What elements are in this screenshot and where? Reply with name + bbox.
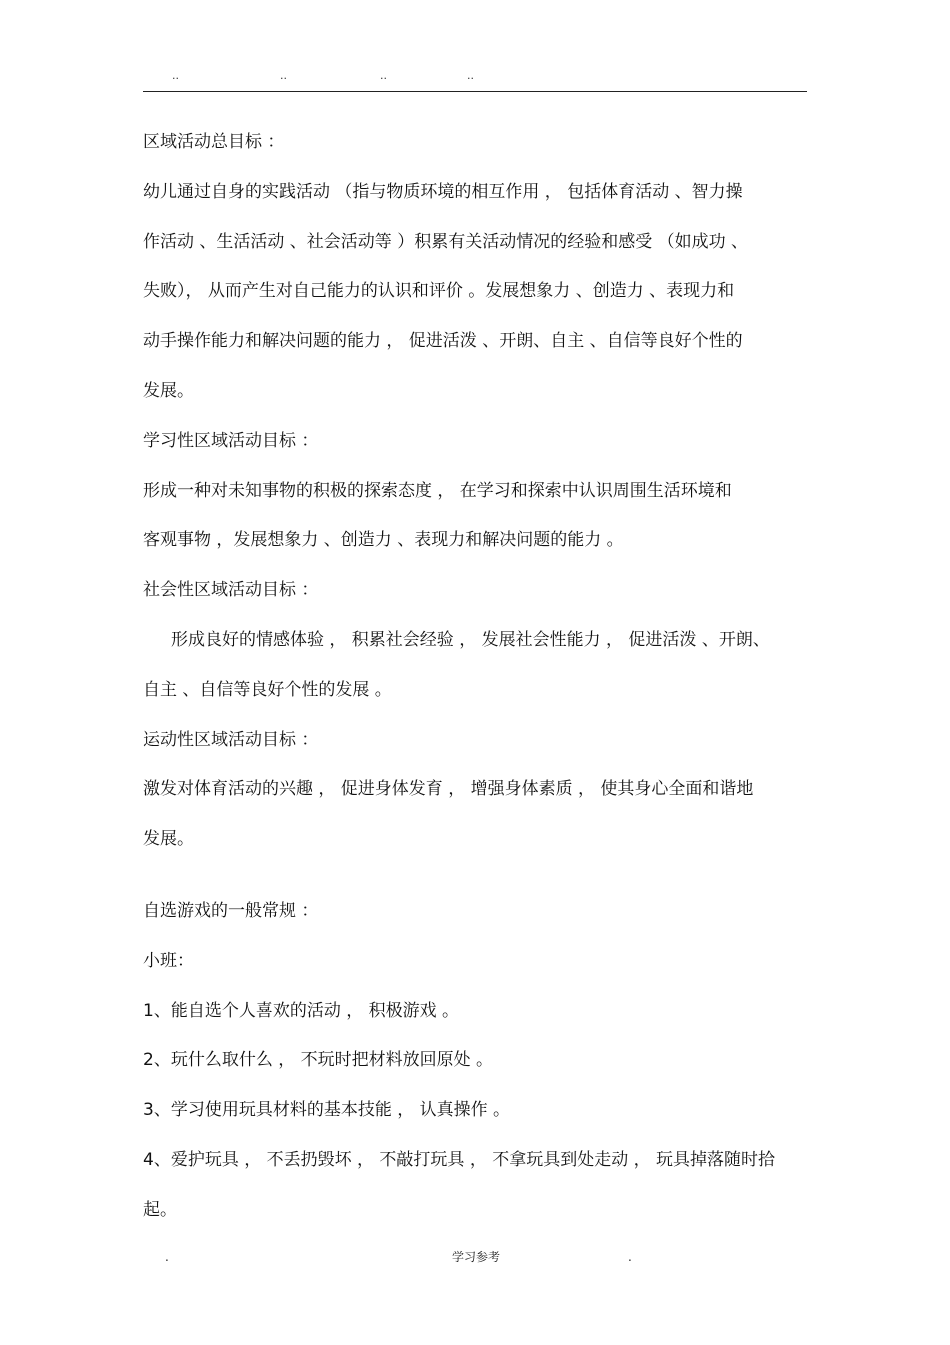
header-mark: .. — [467, 69, 474, 82]
list-item: 1、能自选个人喜欢的活动 ， 积极游戏 。 — [143, 1000, 460, 1021]
section-heading: 自选游戏的一般常规 ： — [143, 900, 319, 921]
section-gap — [143, 865, 807, 887]
paragraph-line: 作活动 、生活活动 、社会活动等 ）积累有关活动情况的经验和感受 （如成功 、 — [143, 231, 749, 252]
list-item: 2、玩什么取什么 ， 不玩时把材料放回原处 。 — [143, 1050, 494, 1071]
page-header-marks — [0, 68, 950, 84]
page-footer — [0, 1248, 950, 1266]
subsection-heading: 小班： — [143, 950, 194, 971]
paragraph-line: 客观事物 ，发展想象力 、创造力 、表现力和解决问题的能力 。 — [143, 530, 624, 551]
paragraph-line: 自主 、自信等良好个性的发展 。 — [143, 679, 392, 700]
paragraph-line: 形成一种对未知事物的积极的探索态度 ， 在学习和探索中认识周围生活环境和 — [143, 480, 732, 501]
paragraph-line: 动手操作能力和解决问题的能力 ， 促进活泼 、开朗、自主 、自信等良好个性的 — [143, 331, 743, 352]
paragraph-line: 发展。 — [143, 380, 194, 401]
paragraph-line: 形成良好的情感体验 ， 积累社会经验 ， 发展社会性能力 ， 促进活泼 、开朗、 — [171, 629, 770, 650]
section-heading: 学习性区域活动目标 ： — [143, 430, 319, 451]
header-mark: .. — [380, 69, 387, 82]
list-item: 4、爱护玩具 ， 不丢扔毁坏 ， 不敲打玩具 ， 不拿玩具到处走动 ， 玩具掉落随时拾 — [143, 1149, 776, 1170]
section-heading: 社会性区域活动目标 ： — [143, 580, 319, 601]
header-mark: .. — [280, 69, 287, 82]
footer-right-mark: . — [628, 1250, 632, 1264]
header-mark: .. — [172, 69, 179, 82]
list-item: 3、学习使用玩具材料的基本技能 ， 认真操作 。 — [143, 1100, 511, 1121]
section-heading: 区域活动总目标 ： — [143, 132, 285, 152]
section-heading: 运动性区域活动目标 ： — [143, 729, 319, 750]
header-rule — [143, 91, 807, 92]
paragraph-line: 失败）， 从而产生对自己能力的认识和评价 。发展想象力 、创造力 、表现力和 — [143, 281, 735, 302]
footer-left-mark: . — [165, 1250, 169, 1264]
document-body — [143, 118, 807, 1236]
paragraph-line: 发展。 — [143, 829, 194, 850]
list-item-continuation: 起。 — [143, 1199, 177, 1220]
footer-center-text: 学习参考 — [452, 1250, 501, 1264]
paragraph-line: 幼儿通过自身的实践活动 （指与物质环境的相互作用 ， 包括体育活动 、智力操 — [143, 181, 743, 202]
paragraph-line: 激发对体育活动的兴趣 ， 促进身体发育 ， 增强身体素质 ， 使其身心全面和谐地 — [143, 779, 754, 800]
